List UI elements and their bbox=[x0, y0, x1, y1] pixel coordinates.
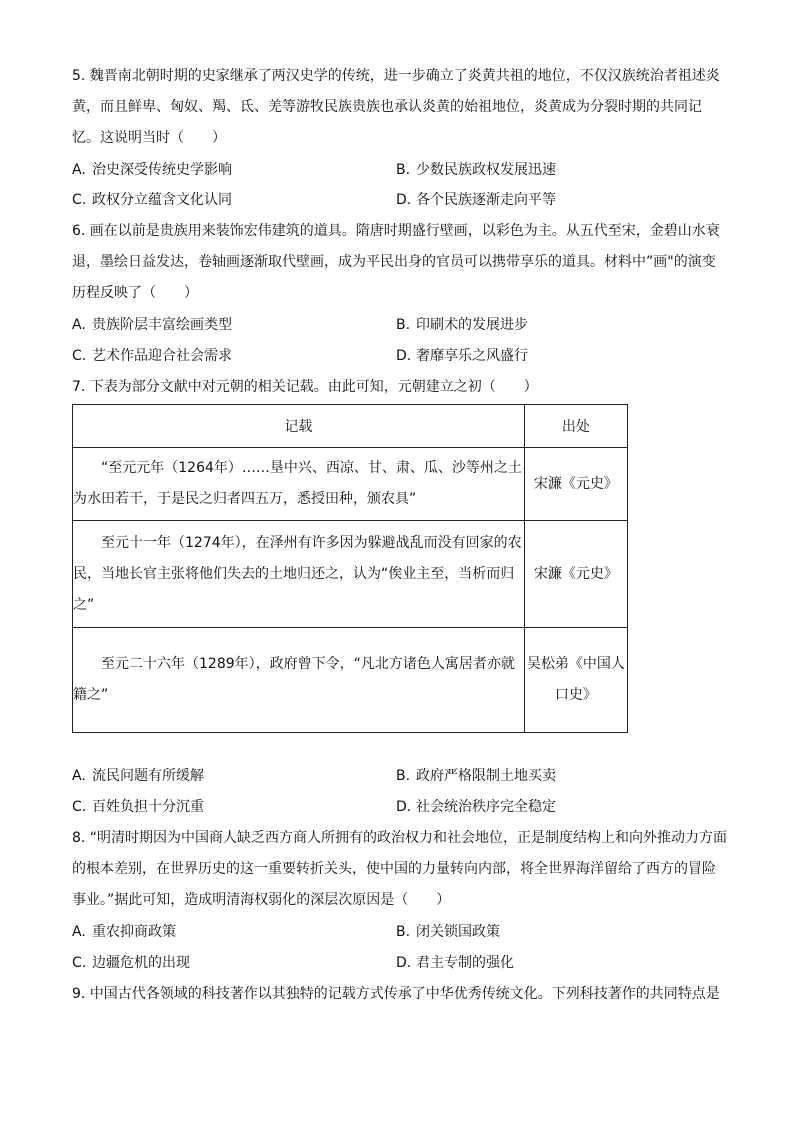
question-5-options-row-1 bbox=[72, 155, 728, 185]
table-header-row bbox=[73, 405, 628, 448]
question-7-options-row-1 bbox=[72, 761, 728, 791]
question-5-option-c[interactable]: C. 政权分立蕴含文化认同 bbox=[72, 192, 232, 208]
record-cell: “至元元年（1264年）……垦中兴、西凉、甘、肃、瓜、沙等州之土为水田若干，于是民之归者四五万，悉授田种，颁农具” bbox=[73, 448, 525, 521]
source-cell: 宋濂《元史》 bbox=[524, 521, 627, 628]
table-row bbox=[73, 628, 628, 733]
question-8-stem: 8. “明清时期因为中国商人缺乏西方商人所拥有的政治权力和社会地位，正是制度结构上和向外推动力方面的根本差别，在世界历史的这一重要转折关头，使中国的力量转向内部，将全世界海洋留给了西方的冒险事业。”据此可知，造成明清海权弱化的深层次原因是（ ） bbox=[72, 830, 728, 908]
question-8-option-d[interactable]: D. 君主专制的强化 bbox=[396, 955, 514, 971]
records-table bbox=[72, 404, 628, 733]
question-6-option-b[interactable]: B. 印刷术的发展进步 bbox=[396, 317, 528, 333]
question-8-options-row-2 bbox=[72, 948, 728, 978]
question-7-option-b[interactable]: B. 政府严格限制土地买卖 bbox=[396, 768, 556, 784]
question-5-option-b[interactable]: B. 少数民族政权发展迅速 bbox=[396, 162, 556, 178]
record-cell: 至元二十六年（1289年），政府曾下令，“凡北方诸色人寓居者亦就籍之” bbox=[73, 628, 525, 733]
question-6-option-d[interactable]: D. 奢靡享乐之风盛行 bbox=[396, 348, 528, 364]
question-6-option-a[interactable]: A. 贵族阶层丰富绘画类型 bbox=[72, 317, 232, 333]
question-7-option-c[interactable]: C. 百姓负担十分沉重 bbox=[72, 799, 204, 815]
table-row bbox=[73, 448, 628, 521]
question-6-options-row-2 bbox=[72, 341, 728, 371]
question-5-options-row-2 bbox=[72, 185, 728, 215]
question-6-stem: 6. 画在以前是贵族用来装饰宏伟建筑的道具。隋唐时期盛行壁画，以彩色为主。从五代至宋，金碧山水衰退，墨绘日益发达，卷轴画逐渐取代壁画，成为平民出身的官员可以携带享乐的道具。材料中”画"的演变历程反映了（ ） bbox=[72, 223, 720, 301]
question-5-stem: 5. 魏晋南北朝时期的史家继承了两汉史学的传统，进一步确立了炎黄共祖的地位，不仅汉族统治者祖述炎黄，而且鲜卑、匈奴、羯、氐、羌等游牧民族贵族也承认炎黄的始祖地位，炎黄成为分裂时期的共同记忆。这说明当时（ ） bbox=[72, 68, 720, 146]
record-cell: 至元十一年（1274年），在泽州有许多因为躲避战乱而没有回家的农民，当地长官主张将他们失去的土地归还之，认为“俟业主至，当析而归之” bbox=[73, 521, 525, 628]
question-5-option-d[interactable]: D. 各个民族逐渐走向平等 bbox=[396, 192, 556, 208]
question-6-option-c[interactable]: C. 艺术作品迎合社会需求 bbox=[72, 348, 232, 364]
table-row bbox=[73, 521, 628, 628]
question-7-option-d[interactable]: D. 社会统治秩序完全稳定 bbox=[396, 799, 556, 815]
source-cell: 吴松弟《中国人口史》 bbox=[524, 628, 627, 733]
question-8-option-c[interactable]: C. 边疆危机的出现 bbox=[72, 955, 190, 971]
question-9-stem: 9. 中国古代各领域的科技著作以其独特的记载方式传承了中华优秀传统文化。下列科技著作的共同特点是 bbox=[72, 986, 720, 1002]
source-cell: 宋濂《元史》 bbox=[524, 448, 627, 521]
question-8-option-b[interactable]: B. 闭关锁国政策 bbox=[396, 924, 500, 940]
question-7-option-a[interactable]: A. 流民问题有所缓解 bbox=[72, 768, 204, 784]
question-8-option-a[interactable]: A. 重农抑商政策 bbox=[72, 924, 176, 940]
header-source: 出处 bbox=[524, 405, 627, 448]
question-6-options-row-1 bbox=[72, 310, 728, 340]
header-record: 记载 bbox=[73, 405, 525, 448]
question-5-option-a[interactable]: A. 治史深受传统史学影响 bbox=[72, 162, 232, 178]
question-8-options-row-1 bbox=[72, 917, 728, 947]
question-7-options-row-2 bbox=[72, 792, 728, 822]
question-7-stem: 7. 下表为部分文献中对元朝的相关记载。由此可知，元朝建立之初（ ） bbox=[72, 379, 538, 395]
